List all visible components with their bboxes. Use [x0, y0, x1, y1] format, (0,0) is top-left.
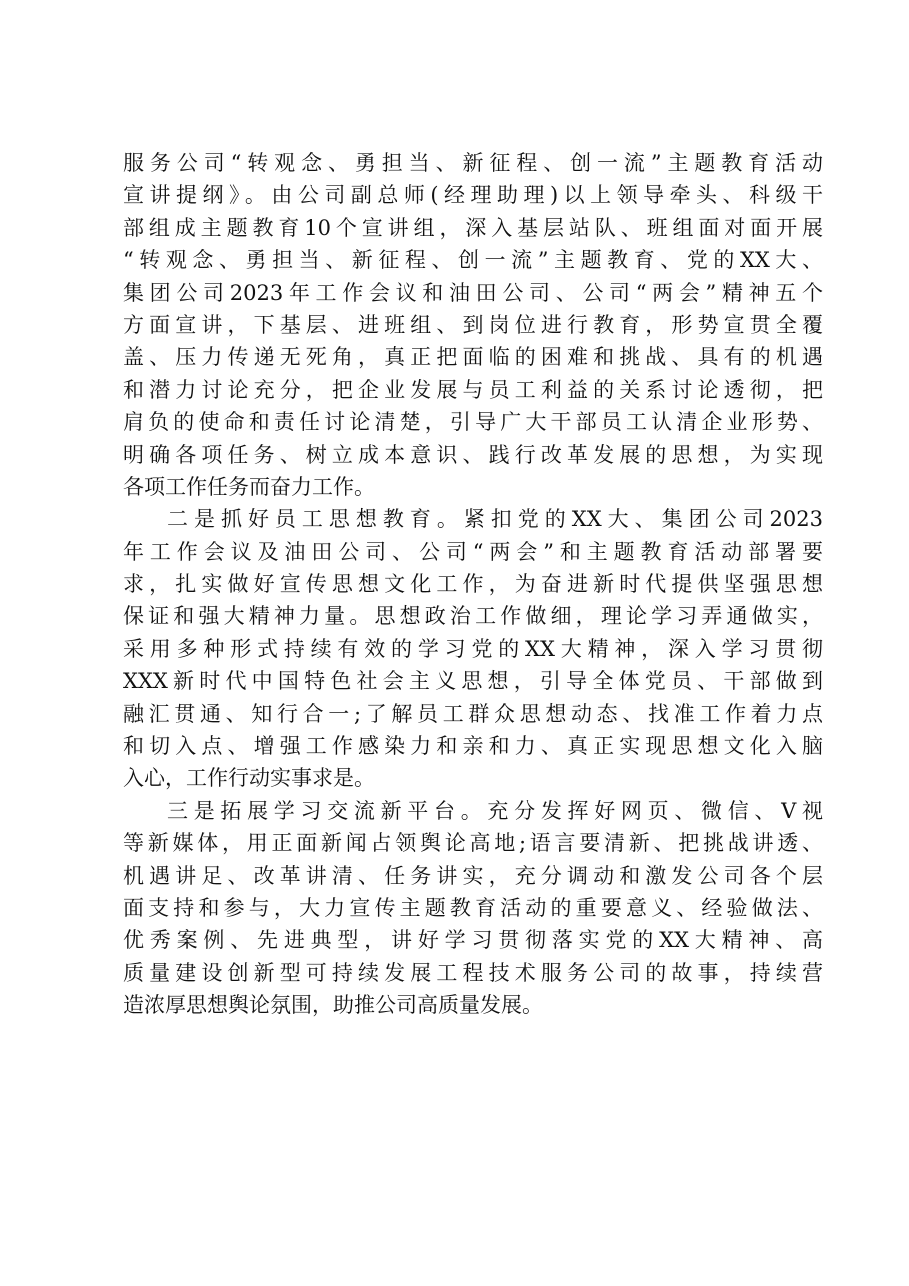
paragraph-line: 各项工作任务而奋力工作。 — [123, 474, 375, 499]
paragraph-line: 机遇讲足、改革讲清、任务讲实，充分调动和激发公司各个层 — [123, 863, 823, 888]
paragraph-line: 部组成主题教育10个宣讲组，深入基层站队、班组面对面开展 — [123, 215, 823, 240]
document-body — [123, 147, 823, 1022]
paragraph-line: 盖、压力传递无死角，真正把面临的困难和挑战、具有的机遇 — [123, 345, 823, 370]
paragraph-line: 优秀案例、先进典型，讲好学习贯彻落实党的XX大精神、高 — [123, 928, 823, 953]
paragraph-line: 宣讲提纲》。由公司副总师(经理助理)以上领导牵头、科级干 — [123, 183, 823, 208]
paragraph-line: 和切入点、增强工作感染力和亲和力、真正实现思想文化入脑 — [123, 734, 823, 759]
paragraph-line: 年工作会议及油田公司、公司“两会”和主题教育活动部署要 — [123, 539, 823, 564]
paragraph-line: 明确各项任务、树立成本意识、践行改革发展的思想，为实现 — [123, 442, 823, 467]
paragraph-line: 质量建设创新型可持续发展工程技术服务公司的故事，持续营 — [123, 960, 823, 985]
paragraph — [123, 147, 823, 503]
paragraph — [123, 503, 823, 795]
paragraph-line: 面支持和参与，大力宣传主题教育活动的重要意义、经验做法、 — [123, 895, 823, 920]
paragraph — [123, 795, 823, 1022]
paragraph-line: 集团公司2023年工作会议和油田公司、公司“两会”精神五个 — [123, 280, 823, 305]
paragraph-line: “转观念、勇担当、新征程、创一流”主题教育、党的XX大、 — [123, 248, 823, 273]
paragraph-line: 造浓厚思想舆论氛围，助推公司高质量发展。 — [123, 993, 543, 1018]
paragraph-line: 求，扎实做好宣传思想文化工作，为奋进新时代提供坚强思想 — [123, 572, 823, 597]
paragraph-line: 肩负的使命和责任讨论清楚，引导广大干部员工认清企业形势、 — [123, 410, 823, 435]
paragraph-line: 等新媒体，用正面新闻占领舆论高地;语言要清新、把挑战讲透、 — [123, 831, 823, 856]
paragraph-line: 二是抓好员工思想教育。紧扣党的XX大、集团公司2023 — [167, 507, 823, 532]
paragraph-line: 三是拓展学习交流新平台。充分发挥好网页、微信、V视 — [167, 798, 823, 823]
paragraph-line: 采用多种形式持续有效的学习党的XX大精神，深入学习贯彻 — [123, 636, 823, 661]
paragraph-line: 和潜力讨论充分，把企业发展与员工利益的关系讨论透彻，把 — [123, 377, 823, 402]
paragraph-line: 保证和强大精神力量。思想政治工作做细，理论学习弄通做实， — [123, 604, 823, 629]
paragraph-line: 入心，工作行动实事求是。 — [123, 766, 375, 791]
paragraph-line: 服务公司“转观念、勇担当、新征程、创一流”主题教育活动 — [123, 151, 823, 175]
paragraph-line: 方面宣讲，下基层、进班组、到岗位进行教育，形势宣贯全覆 — [123, 312, 823, 337]
paragraph-line: 融汇贯通、知行合一;了解员工群众思想动态、找准工作着力点 — [123, 701, 823, 726]
paragraph-line: XXX新时代中国特色社会主义思想，引导全体党员、干部做到 — [123, 669, 823, 694]
